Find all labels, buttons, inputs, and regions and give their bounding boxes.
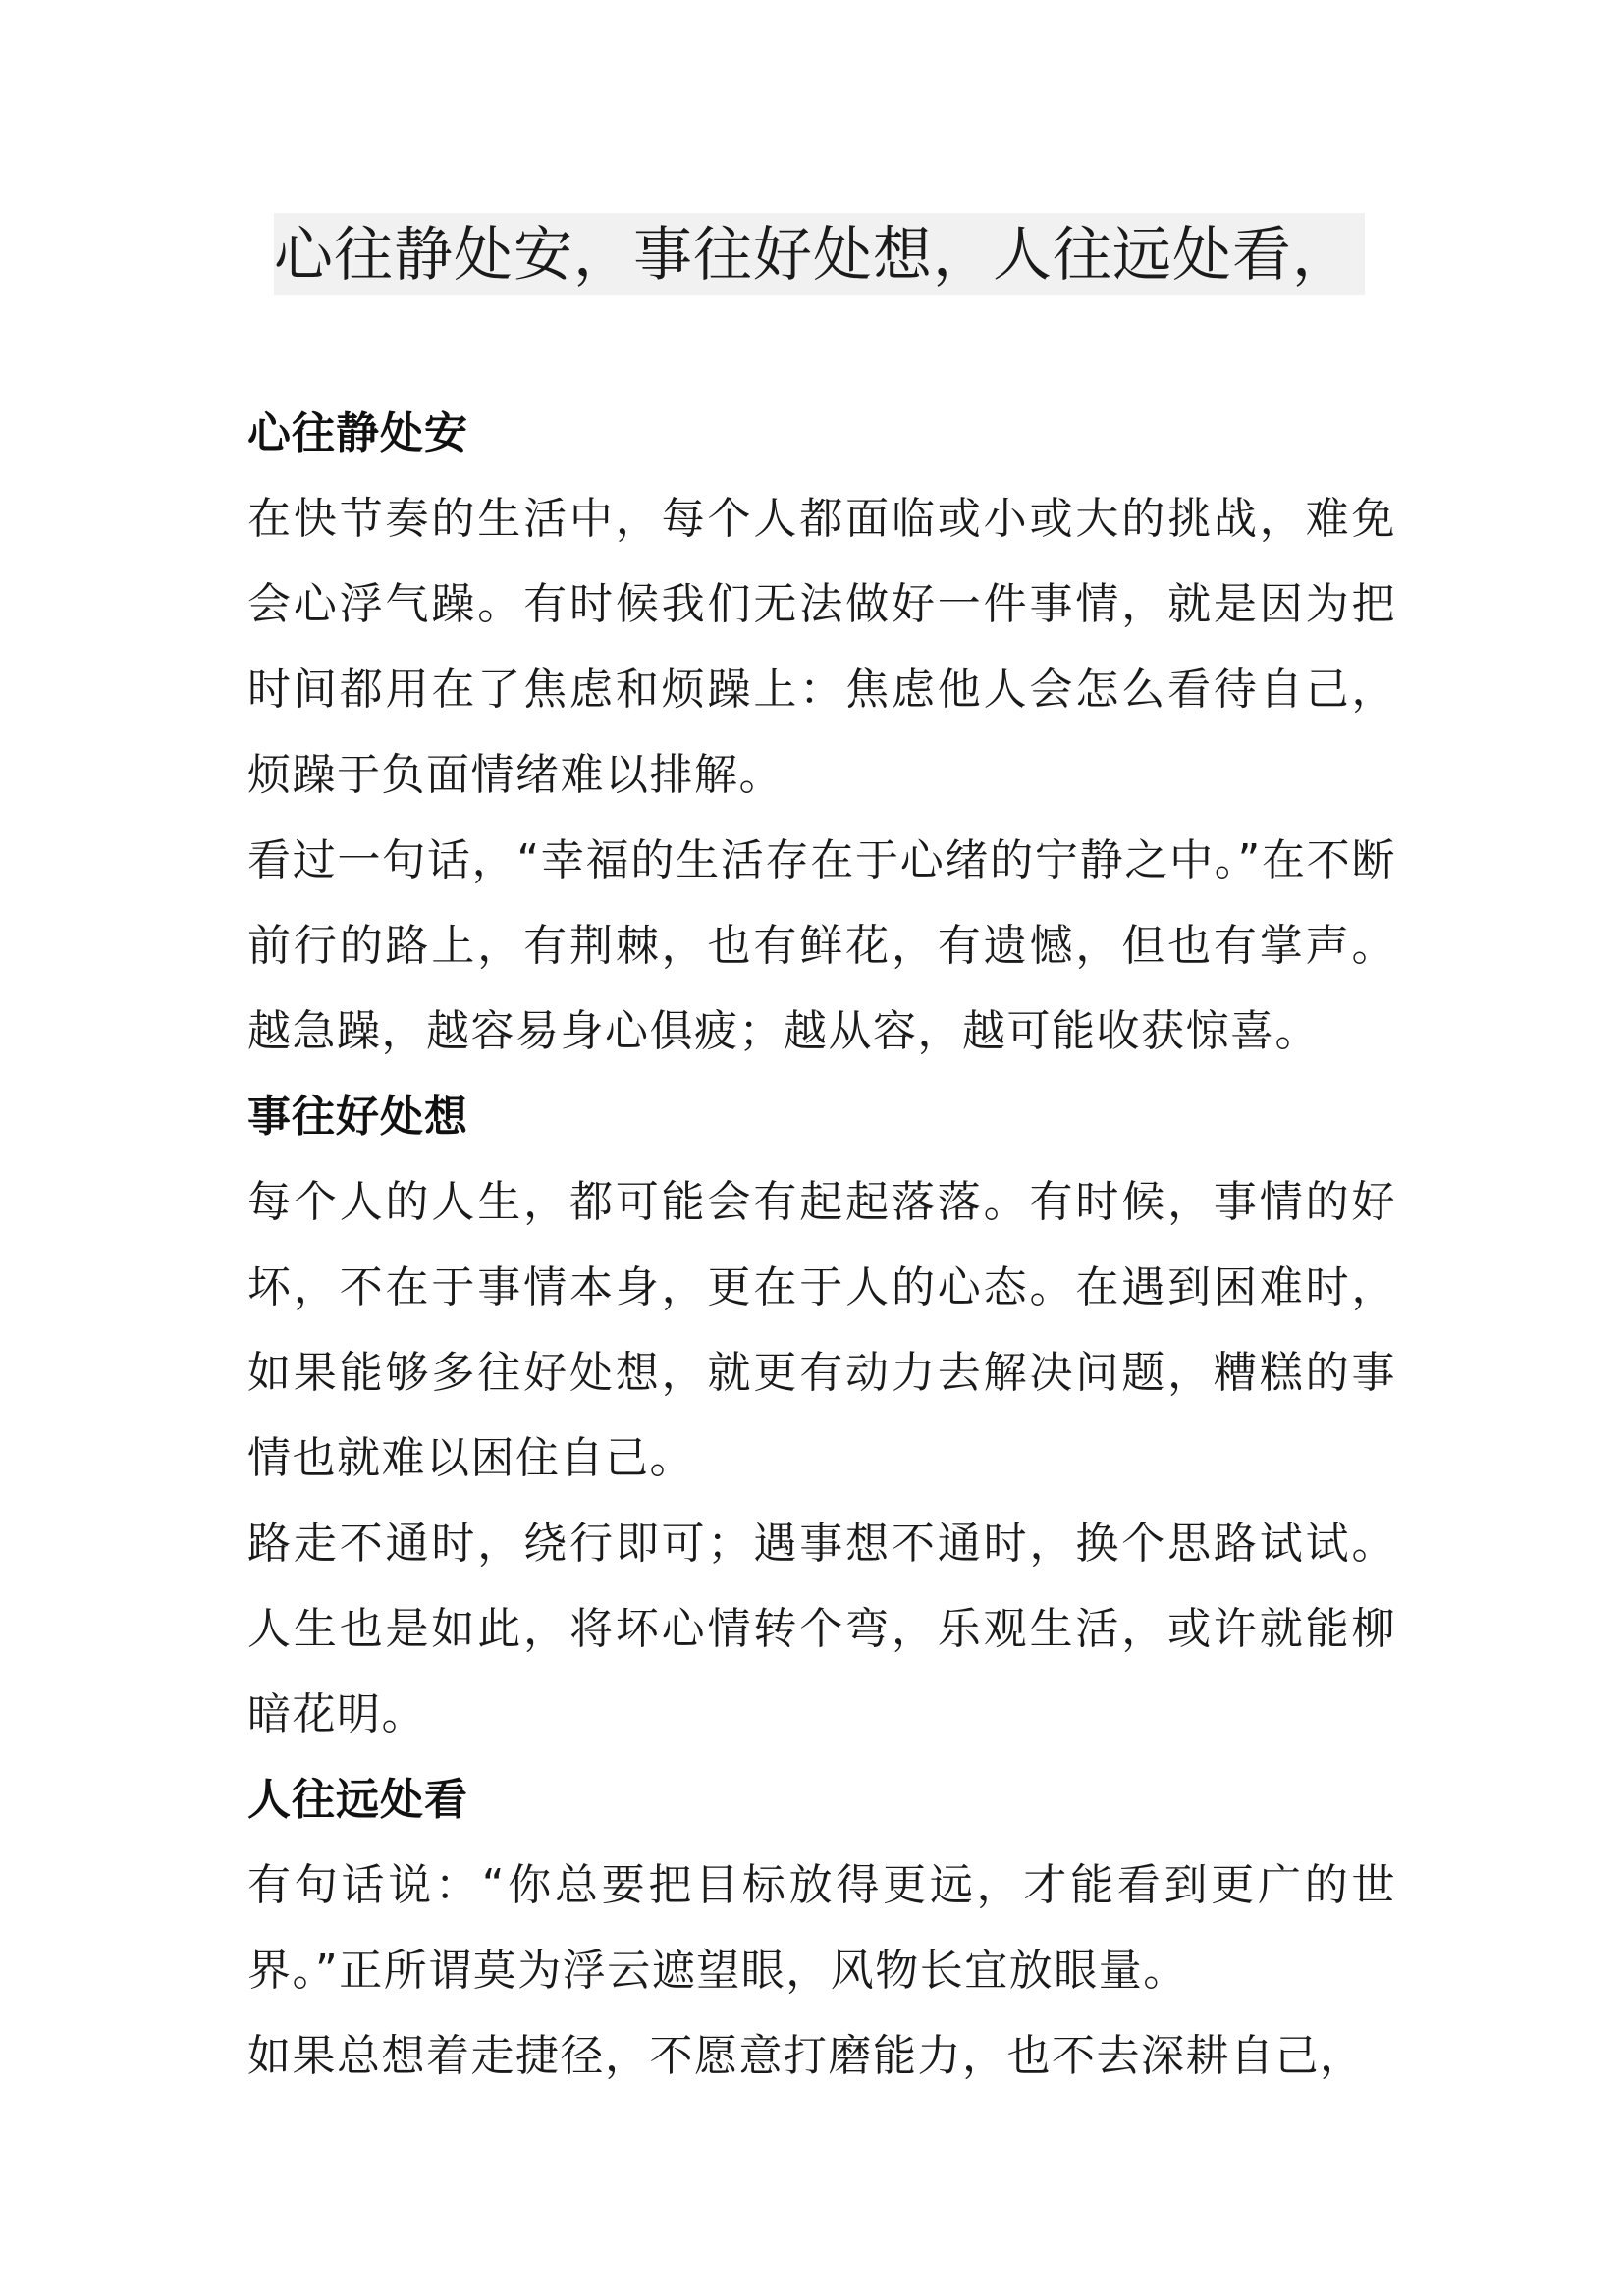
paragraph: 每个人的人生，都可能会有起起落落。有时候，事情的好坏，不在于事情本身，更在于人的心态。在遇到困难时，如果能够多往好处想，就更有动力去解决问题，糟糕的事情也就难以困住自己。 bbox=[247, 1177, 1396, 1483]
paragraph: 路走不通时，绕行即可；遇事想不通时，换个思路试试。人生也是如此，将坏心情转个弯，乐观生活，或许就能柳暗花明。 bbox=[247, 1519, 1396, 1739]
document-title: 心往静处安，事往好处想，人往远处看， bbox=[274, 221, 1352, 290]
section-heading: 心往静处安 bbox=[247, 408, 468, 458]
section-heading: 人往远处看 bbox=[247, 1775, 468, 1825]
paragraph: 如果总想着走捷径，不愿意打磨能力，也不去深耕自己， bbox=[247, 2031, 1365, 2081]
section-2 bbox=[247, 1074, 1396, 1757]
section-3 bbox=[247, 1757, 1396, 2099]
section-heading: 事往好处想 bbox=[247, 1092, 468, 1142]
section-1 bbox=[247, 391, 1396, 1074]
paragraph: 在快节奏的生活中，每个人都面临或小或大的挑战，难免会心浮气躁。有时候我们无法做好一件事情，就是因为把时间都用在了焦虑和烦躁上：焦虑他人会怎么看待自己，烦躁于负面情绪难以排解。 bbox=[247, 494, 1396, 800]
paragraph: 有句话说：“你总要把目标放得更远，才能看到更广的世界。”正所谓莫为浮云遮望眼，风物长宜放眼量。 bbox=[247, 1860, 1396, 1996]
title-highlight bbox=[274, 213, 1365, 295]
document-body bbox=[247, 391, 1396, 2099]
paragraph: 看过一句话，“幸福的生活存在于心绪的宁静之中。”在不断前行的路上，有荆棘，也有鲜花，有遗憾，但也有掌声。越急躁，越容易身心俱疲；越从容，越可能收获惊喜。 bbox=[247, 835, 1396, 1056]
